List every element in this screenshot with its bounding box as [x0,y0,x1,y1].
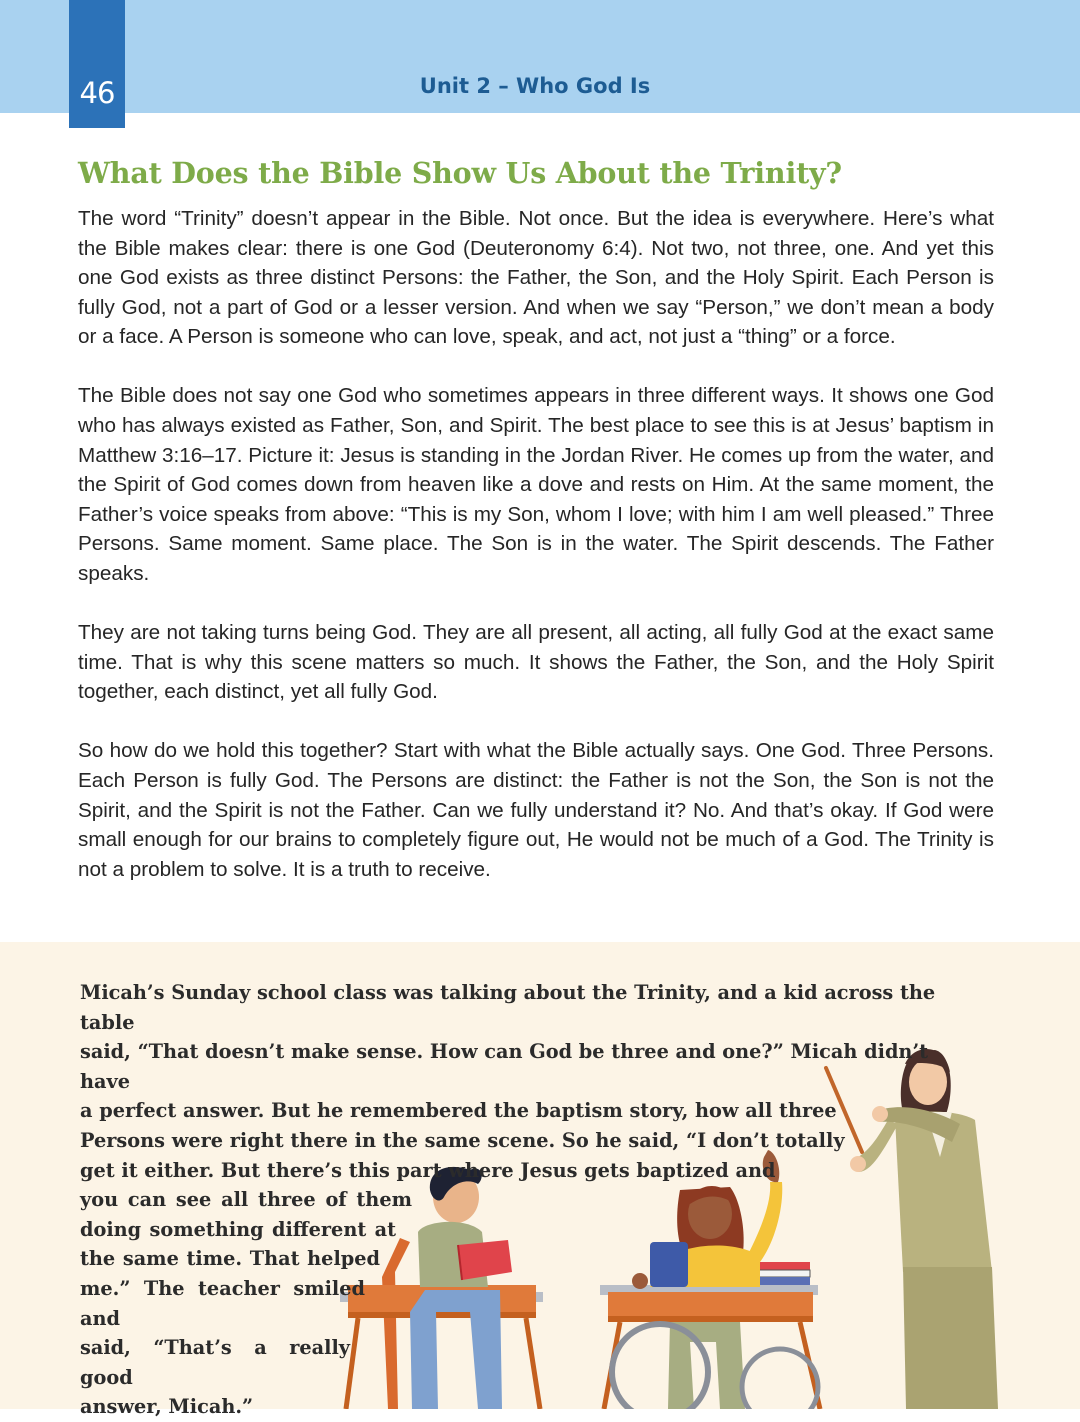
body-text [78,204,994,914]
story-line: Persons were right there in the same scene. So he said, “I don’t totally [80,1128,845,1152]
paragraph-1: The word “Trinity” doesn’t appear in the Bible. Not once. But the idea is everywhere. Here’s what the Bible makes clear: there is one God (Deuteronomy 6:4). Not two, not three, one. And yet this one God exists as three distinct Persons: the Father, the Son, and the Holy Spirit. Each Person is fully God, not a part of God or a lesser version. And when we say “Person,” we don’t mean a body or a face. A Person is someone who can love, speak, and act, not just a “thing” or a force. [78,207,994,349]
story-text [80,978,960,1422]
story-line: the same time. That helped [80,1247,380,1271]
story-line: Micah’s Sunday school class was talking about the Trinity, and a kid across the table [80,981,936,1034]
paragraph-3: They are not taking turns being God. They are all present, all acting, all fully God at the exact same time. That is why this scene matters so much. It shows the Father, the Son, and the Holy Spirit together, each distinct, yet all fully God. [78,621,994,704]
unit-title: Unit 2 – Who God Is [419,74,651,98]
story-line: doing something different at [80,1217,396,1241]
page-number: 46 [79,76,115,110]
paragraph-4: So how do we hold this together? Start with what the Bible actually says. One God. Three Persons. Each Person is fully God. The Persons are distinct: the Father is not the Son, the Son is not the Spirit, and the Spirit is not the Father. Can we fully understand it? No. And that’s okay. If God were small enough for our brains to completely figure out, He would not be much of a God. The Trinity is not a problem to solve. It is a truth to receive. [78,739,994,881]
story-line: you can see all three of them [80,1188,412,1212]
section-heading: What Does the Bible Show Us About the Trinity? [78,156,842,190]
story-line: said, “That’s a really good [80,1336,350,1389]
story-line: said, “That doesn’t make sense. How can God be three and one?” Micah didn’t have [80,1040,929,1093]
paragraph-2: The Bible does not say one God who sometimes appears in three different ways. It shows one God who has always existed as Father, Son, and Spirit. The best place to see this is at Jesus’ baptism in Matthew 3:16–17. Picture it: Jesus is standing in the Jordan River. He comes up from the water, and the Spirit of God comes down from heaven like a dove and rests on Him. At the same moment, the Father’s voice speaks from above: “This is my Son, whom I love; with him I am well pleased.” Three Persons. Same moment. Same place. The Son is in the water. The Spirit descends. The Father speaks. [78,384,994,586]
story-line: me.” The teacher smiled and [80,1276,365,1330]
story-line: answer, Micah.” [80,1395,254,1419]
story-line: a perfect answer. But he remembered the baptism story, how all three [80,1099,837,1123]
story-line: get it either. But there’s this part where Jesus gets baptized and [80,1158,776,1182]
